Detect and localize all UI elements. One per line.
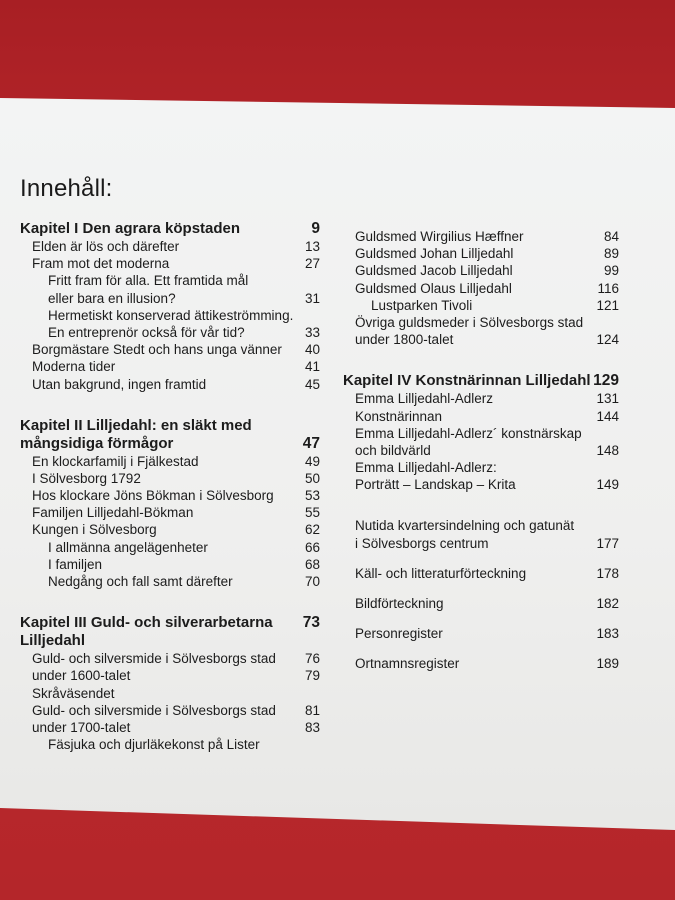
toc-entry-title: mångsidiga förmågor bbox=[20, 434, 174, 452]
toc-right-column bbox=[343, 220, 619, 673]
toc-entry-title: Borgmästare Stedt och hans unga vänner bbox=[32, 342, 282, 358]
toc-entry-title: Kapitel IV Konstnärinnan Lilljedahl bbox=[343, 372, 591, 390]
spacer bbox=[343, 552, 619, 565]
toc-entry-title: Emma Lilljedahl-Adlerz bbox=[355, 391, 494, 407]
toc-chapter bbox=[20, 435, 320, 453]
toc-page-number: 53 bbox=[304, 488, 320, 504]
toc-entry bbox=[20, 573, 320, 590]
toc-page-number: 144 bbox=[596, 408, 619, 424]
toc-entry-title: Familjen Lilljedahl-Bökman bbox=[32, 505, 194, 521]
toc-entry bbox=[20, 453, 320, 470]
toc-entry bbox=[343, 262, 619, 279]
toc-entry bbox=[343, 297, 619, 314]
toc-entry bbox=[20, 307, 320, 324]
toc-chapter bbox=[343, 372, 619, 390]
toc-entry bbox=[20, 341, 320, 358]
spacer bbox=[343, 612, 619, 625]
toc-entry-title: I familjen bbox=[48, 556, 103, 572]
toc-entry-title: Nutida kvartersindelning och gatunät bbox=[355, 518, 575, 534]
toc-entry-title: Utan bakgrund, ingen framtid bbox=[32, 376, 207, 392]
toc-entry-title: Hos klockare Jöns Bökman i Sölvesborg bbox=[32, 488, 274, 504]
toc-page-number: 62 bbox=[304, 522, 320, 538]
toc-entry-title: Kapitel III Guld- och silverarbetarna bbox=[20, 614, 273, 632]
toc-page-number: 68 bbox=[304, 556, 320, 572]
toc-page-number: 33 bbox=[304, 324, 320, 340]
toc-page-number: 41 bbox=[304, 359, 320, 375]
toc-entry-title: Kapitel II Lilljedahl: en släkt med bbox=[20, 416, 252, 434]
toc-entry bbox=[343, 425, 619, 442]
toc-page-number: 189 bbox=[596, 656, 619, 672]
toc-chapter bbox=[20, 614, 320, 632]
toc-page-number: 66 bbox=[304, 539, 320, 555]
spacer bbox=[343, 348, 619, 372]
toc-entry bbox=[343, 655, 619, 672]
toc-entry bbox=[343, 390, 619, 407]
toc-entry bbox=[20, 358, 320, 375]
toc-entry bbox=[20, 521, 320, 538]
toc-entry bbox=[343, 280, 619, 297]
toc-entry bbox=[20, 324, 320, 341]
toc-page-number: 183 bbox=[596, 626, 619, 642]
toc-chapter bbox=[20, 632, 320, 650]
spacer bbox=[343, 582, 619, 595]
toc-entry-title: Ortnamnsregister bbox=[355, 656, 460, 672]
toc-entry-title: Elden är lös och därefter bbox=[32, 239, 180, 254]
toc-entry-title: Moderna tider bbox=[32, 359, 116, 375]
toc-entry-title: i Sölvesborgs centrum bbox=[355, 535, 489, 551]
toc-entry-title: Hermetiskt konserverad ättikeströmming. bbox=[48, 307, 294, 323]
toc-entry bbox=[343, 408, 619, 425]
toc-entry bbox=[20, 736, 320, 753]
toc-entry bbox=[20, 556, 320, 573]
toc-entry bbox=[343, 625, 619, 642]
toc-entry-title: Övriga guldsmeder i Sölvesborgs stad bbox=[355, 314, 584, 330]
toc-entry bbox=[343, 442, 619, 459]
toc-entry-title: Kapitel I Den agrara köpstaden bbox=[20, 220, 241, 237]
toc-page-number: 55 bbox=[304, 505, 320, 521]
toc-page-number: 81 bbox=[304, 702, 320, 718]
toc-page-number: 79 bbox=[304, 668, 320, 684]
toc-entry bbox=[20, 238, 320, 255]
toc-entry bbox=[20, 376, 320, 393]
toc-page-number: 50 bbox=[304, 470, 320, 486]
toc-entry bbox=[20, 719, 320, 736]
toc-chapter bbox=[20, 220, 320, 238]
toc-entry-title: I allmänna angelägenheter bbox=[48, 539, 208, 555]
toc-entry-title: Guld- och silversmide i Sölvesborgs stad bbox=[32, 702, 276, 718]
toc-entry bbox=[20, 487, 320, 504]
spacer bbox=[343, 220, 619, 228]
toc-entry bbox=[343, 331, 619, 348]
toc-entry bbox=[20, 255, 320, 272]
toc-page-number: 27 bbox=[304, 256, 320, 272]
toc-page-number: 45 bbox=[304, 376, 320, 392]
toc-entry-title: En klockarfamilj i Fjälkestad bbox=[32, 453, 199, 469]
toc-entry-title: Guldsmed Olaus Lilljedahl bbox=[355, 280, 512, 296]
toc-entry-title: Porträtt – Landskap – Krita bbox=[355, 477, 516, 493]
toc-chapter bbox=[20, 417, 320, 435]
toc-entry-title: och bildvärld bbox=[355, 442, 431, 458]
toc-page-number: 73 bbox=[302, 614, 320, 632]
toc-entry bbox=[343, 565, 619, 582]
toc-entry-title: Kungen i Sölvesborg bbox=[32, 522, 157, 538]
spacer bbox=[20, 393, 320, 417]
toc-entry-title: Lustparken Tivoli bbox=[371, 297, 473, 313]
spacer bbox=[343, 642, 619, 655]
toc-entry bbox=[343, 459, 619, 476]
toc-page-number: 177 bbox=[596, 535, 619, 551]
toc-entry-title: Lilljedahl bbox=[20, 632, 86, 650]
toc-page-number: 131 bbox=[596, 391, 619, 407]
toc-entry-title: Fram mot det moderna bbox=[32, 256, 170, 272]
toc-entry-title: Nedgång och fall samt därefter bbox=[48, 574, 233, 589]
toc-entry-title: Guldsmed Jacob Lilljedahl bbox=[355, 263, 513, 279]
toc-page-number: 148 bbox=[596, 442, 619, 458]
toc-entry bbox=[343, 228, 619, 245]
toc-entry-title: under 1800-talet bbox=[355, 332, 454, 348]
toc-entry bbox=[20, 702, 320, 719]
toc-entry bbox=[20, 504, 320, 521]
toc-left-column bbox=[20, 220, 320, 753]
toc-page-number: 9 bbox=[311, 220, 320, 237]
toc-entry bbox=[20, 272, 320, 289]
toc-page-number: 83 bbox=[304, 719, 320, 735]
toc-entry bbox=[20, 667, 320, 684]
toc-entry-title: Emma Lilljedahl-Adlerz: bbox=[355, 460, 497, 476]
toc-entry-title: Skråväsendet bbox=[32, 685, 115, 701]
toc-entry-title: En entreprenör också för vår tid? bbox=[48, 324, 245, 340]
toc-page-number: 99 bbox=[603, 263, 619, 279]
toc-entry-title: I Sölvesborg 1792 bbox=[32, 470, 141, 486]
toc-entry-title: Fritt fram för alla. Ett framtida mål bbox=[48, 273, 249, 289]
toc-entry bbox=[343, 476, 619, 493]
toc-entry-title: Käll- och litteraturförteckning bbox=[355, 565, 527, 581]
toc-page-number: 149 bbox=[596, 477, 619, 493]
toc-page-number: 84 bbox=[603, 229, 619, 244]
toc-entry-title: Emma Lilljedahl-Adlerz´ konstnärskap bbox=[355, 425, 582, 441]
toc-page-number: 76 bbox=[304, 651, 320, 667]
spacer bbox=[343, 493, 619, 517]
toc-page-number: 129 bbox=[593, 372, 619, 390]
toc-page-number: 13 bbox=[304, 239, 320, 254]
toc-page-number: 89 bbox=[603, 246, 619, 262]
toc-entry-title: Konstnärinnan bbox=[355, 408, 443, 424]
toc-page-number: 121 bbox=[596, 297, 619, 313]
toc-entry-title: under 1600-talet bbox=[32, 668, 131, 684]
toc-entry bbox=[343, 314, 619, 331]
page-title: Innehåll: bbox=[20, 175, 113, 202]
toc-entry bbox=[20, 539, 320, 556]
toc-page-number: 47 bbox=[302, 434, 320, 452]
toc-entry bbox=[343, 245, 619, 262]
toc-page-number: 182 bbox=[596, 596, 619, 611]
toc-page-number: 70 bbox=[304, 574, 320, 589]
toc-entry bbox=[343, 517, 619, 534]
toc-entry-title: Personregister bbox=[355, 626, 443, 642]
toc-entry bbox=[20, 290, 320, 307]
toc-page-number: 40 bbox=[304, 342, 320, 358]
toc-entry bbox=[343, 595, 619, 612]
toc-entry-title: under 1700-talet bbox=[32, 719, 131, 735]
toc-entry bbox=[20, 650, 320, 667]
toc-entry-title: eller bara en illusion? bbox=[48, 290, 176, 306]
toc-page-number: 178 bbox=[596, 565, 619, 581]
toc-entry bbox=[20, 470, 320, 487]
toc-entry bbox=[343, 535, 619, 552]
toc-page-number: 116 bbox=[597, 280, 619, 296]
toc-entry-title: Guld- och silversmide i Sölvesborgs stad bbox=[32, 651, 276, 667]
toc-page-number: 124 bbox=[596, 332, 619, 348]
toc-entry-title: Guldsmed Wirgilius Hæffner bbox=[355, 229, 524, 244]
toc-page-number: 31 bbox=[304, 290, 320, 306]
toc-page-number: 49 bbox=[304, 453, 320, 469]
toc-entry-title: Fäsjuka och djurläkekonst på Lister bbox=[48, 737, 260, 753]
spacer bbox=[20, 590, 320, 614]
toc-entry-title: Guldsmed Johan Lilljedahl bbox=[355, 246, 514, 262]
toc-entry bbox=[20, 685, 320, 702]
toc-entry-title: Bildförteckning bbox=[355, 596, 444, 611]
